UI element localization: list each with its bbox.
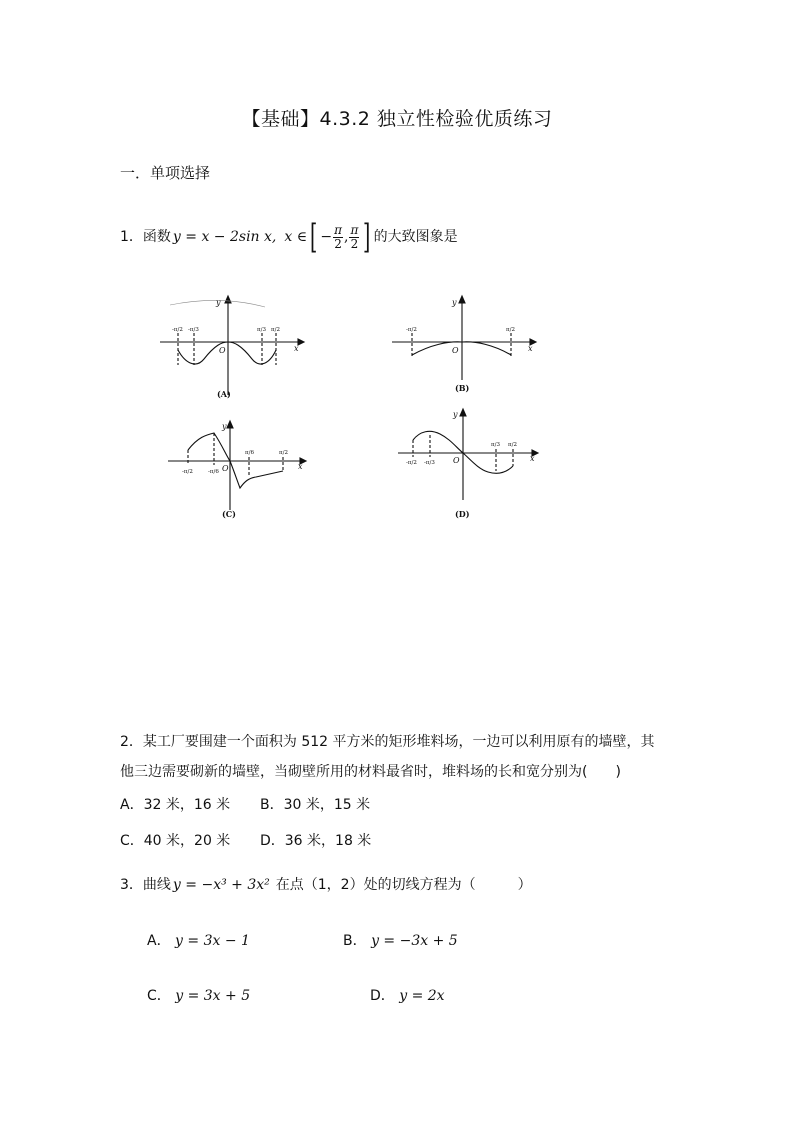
question-text-suffix: 的大致图象是 — [373, 229, 458, 245]
tick-label: -π/2 — [406, 460, 417, 466]
fraction-numerator: π — [350, 222, 359, 237]
axis-y-c: y — [222, 422, 227, 431]
question-number: 1． — [120, 229, 143, 245]
tick-label: -π/2 — [172, 327, 183, 333]
fraction-lower — [333, 224, 343, 251]
axis-y-d: y — [453, 410, 458, 419]
question-3 — [120, 870, 532, 900]
option-letter: B． — [343, 933, 367, 949]
function-expression: y = x − 2sin x, — [172, 229, 277, 245]
domain-variable: x ∈ — [284, 229, 308, 245]
tick-label: π/6 — [245, 450, 254, 456]
option-d: D．36 米，18 米 — [260, 833, 372, 849]
option-expression: y = −3x + 5 — [371, 933, 458, 949]
graph-label-a: (A) — [217, 389, 231, 399]
option-letter: A． — [147, 933, 171, 949]
option-letter: D． — [370, 988, 395, 1004]
axis-y-b: y — [452, 298, 457, 307]
question-2 — [120, 727, 690, 787]
page-title: 【基础】4.3.2 独立性检验优质练习 — [241, 108, 553, 130]
left-bracket: [ — [310, 217, 318, 257]
tick-label: π/2 — [508, 442, 517, 448]
option-expression: y = 2x — [399, 988, 445, 1004]
curve-expression: y = −x³ + 3x² — [172, 877, 270, 893]
tick-label: -π/2 — [406, 327, 417, 333]
graph-c — [168, 421, 306, 510]
origin-b: O — [452, 346, 459, 355]
question-2-line-1: 2．某工厂要围建一个面积为 512 平方米的矩形堆料场，一边可以利用原有的墙壁，其 — [120, 734, 655, 750]
fraction-upper — [349, 224, 359, 251]
question-text-suffix: 在点（1，2）处的切线方程为（ ） — [275, 877, 532, 893]
minus-sign: − — [320, 229, 333, 245]
origin-d: O — [453, 456, 460, 465]
tick-label: -π/3 — [188, 327, 199, 333]
option-letter: C． — [147, 988, 171, 1004]
fraction-numerator: π — [334, 222, 342, 237]
tick-label: -π/3 — [424, 460, 435, 466]
tick-label: -π/2 — [182, 469, 193, 475]
tick-label: -π/6 — [208, 469, 219, 475]
origin-c: O — [222, 464, 229, 473]
right-bracket: ] — [363, 217, 371, 257]
option-expression: y = 3x − 1 — [175, 933, 250, 949]
tick-label: π/3 — [257, 327, 266, 333]
fraction-denominator: 2 — [334, 236, 342, 251]
fraction-denominator: 2 — [350, 236, 359, 251]
question-text: 函数 — [142, 229, 171, 245]
tick-label: π/2 — [279, 450, 288, 456]
axis-x-d: x — [530, 454, 535, 463]
section-heading: 一．单项选择 — [120, 164, 211, 182]
option-c: C．40 米，20 米 — [120, 833, 231, 849]
axis-x-c: x — [298, 462, 303, 471]
question-number: 3． — [120, 877, 143, 893]
graph-d — [398, 409, 538, 500]
option-a: A．32 米，16 米 — [120, 797, 231, 813]
q3-option-c — [147, 985, 250, 1005]
graph-label-c: (C) — [222, 509, 236, 519]
q3-option-d — [370, 985, 445, 1005]
graph-a — [160, 296, 304, 395]
question-text: 曲线 — [142, 877, 171, 893]
question-1 — [120, 217, 458, 257]
axis-x-a: x — [294, 344, 299, 353]
graph-b — [392, 296, 536, 380]
q3-option-a — [147, 930, 250, 950]
axis-y-a: y — [216, 298, 221, 307]
axis-x-b: x — [528, 344, 533, 353]
graph-label-d: (D) — [455, 509, 470, 519]
origin-a: O — [219, 346, 226, 355]
q3-option-b — [343, 930, 458, 950]
graph-label-b: (B) — [455, 383, 470, 393]
comma: , — [343, 229, 349, 245]
question-2-line-2: 他三边需要砌新的墙壁，当砌壁所用的材料最省时，堆料场的长和宽分别为( ) — [120, 764, 621, 780]
graphs-figure — [0, 285, 794, 605]
option-b: B．30 米，15 米 — [260, 797, 371, 813]
tick-label: π/2 — [506, 327, 515, 333]
tick-label: π/3 — [491, 442, 500, 448]
option-expression: y = 3x + 5 — [175, 988, 251, 1004]
tick-label: π/2 — [271, 327, 280, 333]
